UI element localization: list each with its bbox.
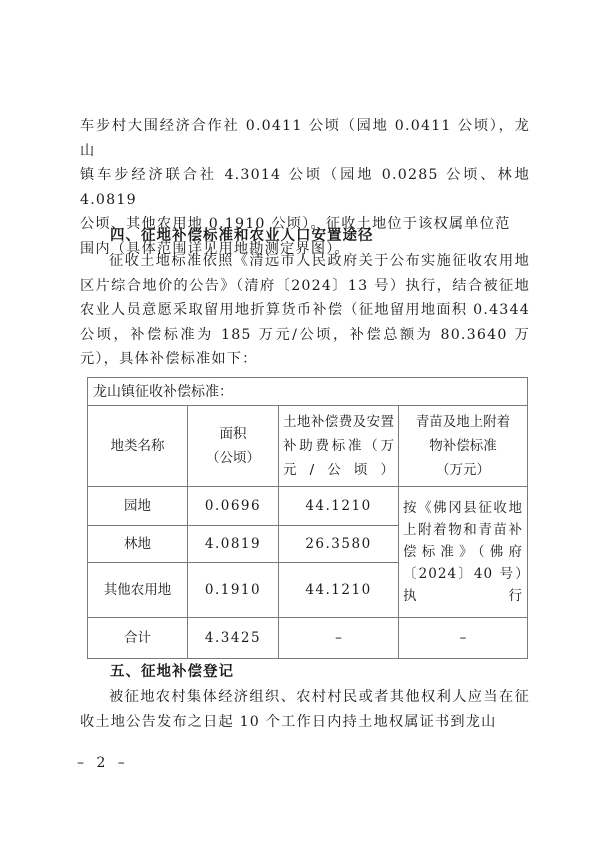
cell-land-type: 林地 (88, 526, 188, 563)
section-5-heading: 五、征地补偿登记 (110, 664, 234, 680)
header-land-compensation: 土地补偿费及安置补助费标准（万元/公顷） (279, 406, 399, 487)
text-line: 镇车步经济联合社 4.3014 公顷（园地 0.0285 公顷、林地 4.0819 (80, 167, 530, 208)
header-crop-line: 青苗及地上附着 (415, 414, 511, 430)
section-5-paragraph: 被征地农村集体经济组织、农村村民或者其他权利人应当在征收土地公告发布之日起 10 个工作日内持土地权属证书到龙山 (80, 689, 530, 730)
table-total-row (88, 618, 528, 659)
table-header-row (88, 406, 528, 487)
cell-land-compensation: 44.1210 (279, 487, 399, 526)
text-line: 公顷、其他农用地 0.1910 公顷）。征收土地位于该权属单位范 (80, 216, 511, 232)
header-crop-unit: （万元） (436, 462, 490, 478)
cell-total-crop-compensation: – (399, 618, 528, 659)
cell-total-label: 合计 (88, 618, 188, 659)
header-crop-compensation (399, 406, 528, 487)
section-4-heading: 四、征地补偿标准和农业人口安置途径 (110, 228, 374, 244)
header-area (188, 406, 279, 487)
cell-crop-compensation-merged: 按《佛冈县征收地上附着物和青苗补偿标准》（佛府〔2024〕40 号）执行 (399, 487, 528, 618)
compensation-table (87, 377, 528, 659)
header-crop-line: 物补偿标准 (429, 438, 497, 454)
cell-area: 4.0819 (188, 526, 279, 563)
cell-area: 0.1910 (188, 563, 279, 618)
header-area-line: 面积 (219, 426, 247, 442)
cell-land-compensation: 44.1210 (279, 563, 399, 618)
cell-land-compensation: 26.3580 (279, 526, 399, 563)
table-caption: 龙山镇征收补偿标准： (88, 378, 528, 406)
section-4-paragraph: 征收土地标准依照《清远市人民政府关于公布实施征收农用地区片综合地价的公告》（清府〔2024〕13 号）执行，结合被征地农业人员意愿采取留用地折算货币补偿（征地留用地面积 0.4344 公顷，补偿标准为 185 万元/公顷，补偿总额为 80.3640 万元），具体补偿标准如下： (80, 253, 530, 367)
header-land-type: 地类名称 (88, 406, 188, 487)
text-line: 车步村大围经济合作社 0.0411 公顷（园地 0.0411 公顷），龙山 (80, 118, 530, 159)
cell-total-land-compensation: – (279, 618, 399, 659)
header-area-unit: （公顷） (206, 450, 260, 466)
cell-area: 0.0696 (188, 487, 279, 526)
table-row (88, 487, 528, 526)
cell-land-type: 园地 (88, 487, 188, 526)
text-line: 围内（具体范围详见用地勘测定界图）。 (80, 240, 350, 257)
cell-total-area: 4.3425 (188, 618, 279, 659)
page-number: – 2 – (77, 755, 129, 771)
cell-land-type: 其他农用地 (88, 563, 188, 618)
